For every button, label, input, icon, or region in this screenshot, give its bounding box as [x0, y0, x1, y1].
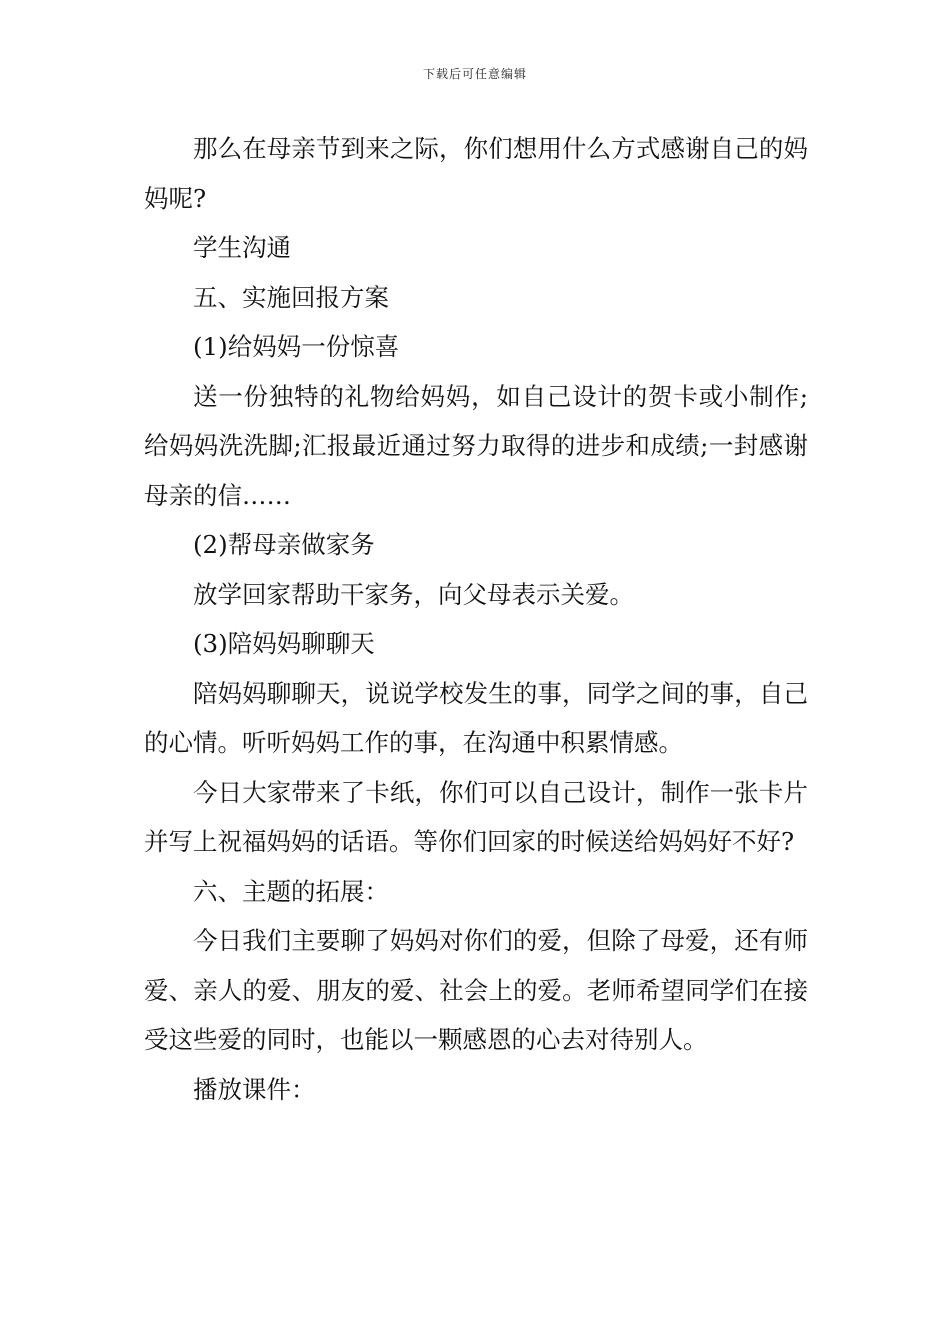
subheading-housework: (2)帮母亲做家务	[193, 530, 375, 559]
section-heading-five: 五、实施回报方案	[193, 282, 389, 312]
document-body	[144, 124, 808, 1114]
paragraph-gift-ideas: 送一份独特的礼物给妈妈，如自己设计的贺卡或小制作;给妈妈洗洗脚;汇报最近通过努力取得的进步和成绩;一封感谢母亲的信……	[144, 381, 808, 510]
subheading-chat: (3)陪妈妈聊聊天	[193, 629, 375, 658]
page-header: 下载后可任意编辑	[422, 67, 527, 81]
paragraph-mothers-day-question: 那么在母亲节到来之际，你们想用什么方式感谢自己的妈妈呢?	[144, 134, 808, 213]
paragraph-chat: 陪妈妈聊聊天，说说学校发生的事，同学之间的事，自己的心情。听听妈妈工作的事，在沟通中积累情感。	[144, 678, 808, 757]
paragraph-play-courseware: 播放课件：	[193, 1074, 316, 1104]
paragraph-housework: 放学回家帮助干家务，向父母表示关爱。	[193, 579, 634, 609]
subheading-surprise: (1)给妈妈一份惊喜	[193, 332, 400, 361]
paragraph-card-making: 今日大家带来了卡纸，你们可以自己设计，制作一张卡片并写上祝福妈妈的话语。等你们回家的时候送给妈妈好不好?	[144, 777, 808, 856]
paragraph-student-discussion: 学生沟通	[193, 233, 291, 262]
section-heading-six: 六、主题的拓展：	[193, 876, 389, 906]
paragraph-theme-extension: 今日我们主要聊了妈妈对你们的爱，但除了母爱，还有师爱、亲人的爱、朋友的爱、社会上的爱。老师希望同学们在接受这些爱的同时，也能以一颗感恩的心去对待别人。	[144, 926, 808, 1054]
